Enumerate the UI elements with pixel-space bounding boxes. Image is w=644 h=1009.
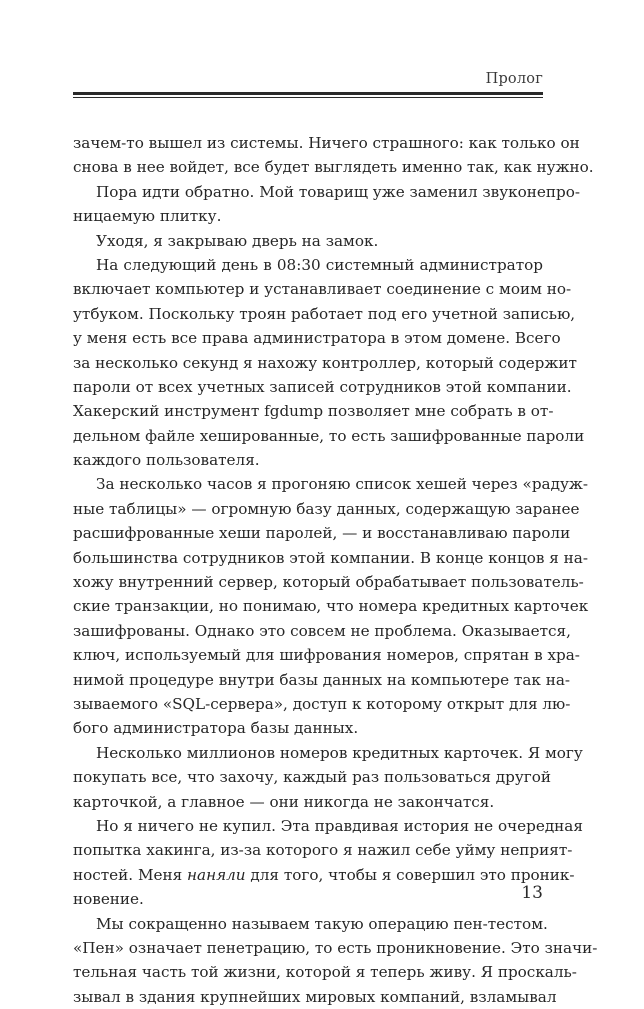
text-segment: ницаемую плитку. xyxy=(73,207,222,226)
text-segment: ные таблицы» — огромную базу данных, содержащую заранее xyxy=(73,499,580,518)
header-rule-thick xyxy=(73,92,543,95)
text-segment: для того, чтобы я совершил это проник- xyxy=(245,865,575,884)
text-segment: тельная часть той жизни, которой я теперь живу. Я проскаль- xyxy=(73,963,577,982)
text-segment: снова в нее войдет, все будет выглядеть именно так, как нужно. xyxy=(73,158,594,177)
text-line xyxy=(73,424,585,448)
text-segment: за несколько секунд я нахожу контроллер, который содержит xyxy=(73,353,577,372)
text-line xyxy=(73,131,580,155)
page-number: 13 xyxy=(521,883,543,903)
text-segment: Мы сокращенно называем такую операцию пен-тестом. xyxy=(96,914,548,933)
text-segment: каждого пользователя. xyxy=(73,451,260,470)
text-line xyxy=(73,838,573,862)
text-segment: зашифрованы. Однако это совсем не проблема. Оказывается, xyxy=(73,621,571,640)
text-line xyxy=(73,619,571,643)
text-segment: Уходя, я закрываю дверь на замок. xyxy=(96,231,379,250)
text-segment: За несколько часов я прогоняю список хешей через «радуж- xyxy=(96,475,588,494)
text-segment: На следующий день в 08:30 системный администратор xyxy=(96,255,543,274)
header-rule-thin xyxy=(73,97,543,98)
text-segment: карточкой, а главное — они никогда не закончатся. xyxy=(73,792,495,811)
text-segment: зывал в здания крупнейших мировых компаний, взламывал xyxy=(73,987,557,1006)
text-line xyxy=(73,180,581,204)
text-line xyxy=(73,814,583,838)
text-line xyxy=(73,155,594,179)
text-line xyxy=(73,375,572,399)
text-segment: Несколько миллионов номеров кредитных карточек. Я могу xyxy=(96,743,583,762)
text-segment: Хакерский инструмент fgdump позволяет мне собрать в от- xyxy=(73,402,554,421)
text-line xyxy=(73,716,543,740)
text-line xyxy=(73,594,589,618)
text-segment: покупать все, что захочу, каждый раз пользоваться другой xyxy=(73,768,551,787)
text-segment: ключ, используемый для шифрования номеров, спрятан в хра- xyxy=(73,646,580,665)
text-line xyxy=(73,326,561,350)
text-segment: включает компьютер и устанавливает соединение с моим но- xyxy=(73,280,572,299)
text-segment: пароли от всех учетных записей сотрудников этой компании. xyxy=(73,377,572,396)
text-line xyxy=(73,741,583,765)
text-line xyxy=(73,570,584,594)
text-line xyxy=(73,912,548,936)
text-line xyxy=(73,399,554,423)
text-segment: ностей. Меня xyxy=(73,865,188,884)
text-line xyxy=(73,351,577,375)
text-segment: у меня есть все права администратора в этом домене. Всего xyxy=(73,329,561,348)
text-segment: дельном файле хешированные, то есть зашифрованные пароли xyxy=(73,426,585,445)
text-segment: нимой процедуре внутри базы данных на компьютере так на- xyxy=(73,670,571,689)
text-segment: Но я ничего не купил. Эта правдивая история не очередная xyxy=(96,816,583,835)
running-header-title: Пролог xyxy=(485,71,543,87)
text-line xyxy=(73,277,572,301)
text-segment: «Пен» означает пенетрацию, то есть проникновение. Это значи- xyxy=(73,938,598,957)
text-line xyxy=(73,790,543,814)
text-segment: попытка хакинга, из-за которого я нажил себе уйму неприят- xyxy=(73,841,573,860)
text-line xyxy=(73,448,543,472)
text-segment: утбуком. Поскольку троян работает под его учетной записью, xyxy=(73,304,576,323)
text-segment: хожу внутренний сервер, который обрабатывает пользователь- xyxy=(73,573,584,592)
text-line xyxy=(73,863,575,887)
text-segment: Пора идти обратно. Мой товарищ уже заменил звуконепро- xyxy=(96,182,581,201)
emphasized-word: наняли xyxy=(187,865,246,884)
text-line xyxy=(73,472,588,496)
text-segment: расшифрованные хеши паролей, — и восстанавливаю пароли xyxy=(73,524,571,543)
text-line xyxy=(73,985,557,1009)
text-line xyxy=(73,204,543,228)
text-line xyxy=(73,253,543,277)
text-segment: новение. xyxy=(73,890,144,909)
text-line xyxy=(73,936,598,960)
text-line xyxy=(73,497,580,521)
text-segment: зачем-то вышел из системы. Ничего страшного: как только он xyxy=(73,134,580,152)
body-text xyxy=(73,131,598,1009)
text-line xyxy=(73,765,551,789)
text-line xyxy=(73,521,571,545)
text-line xyxy=(73,668,571,692)
text-line xyxy=(73,960,577,984)
text-line xyxy=(73,887,543,911)
text-line xyxy=(73,643,580,667)
text-line xyxy=(73,546,588,570)
text-segment: бого администратора базы данных. xyxy=(73,719,359,738)
text-segment: зываемого «SQL-сервера», доступ к которому открыт для лю- xyxy=(73,694,571,713)
text-line xyxy=(73,302,576,326)
text-line xyxy=(73,692,571,716)
text-line xyxy=(73,229,543,253)
text-segment: ские транзакции, но понимаю, что номера кредитных карточек xyxy=(73,597,589,616)
text-segment: большинства сотрудников этой компании. В конце концов я на- xyxy=(73,548,588,567)
